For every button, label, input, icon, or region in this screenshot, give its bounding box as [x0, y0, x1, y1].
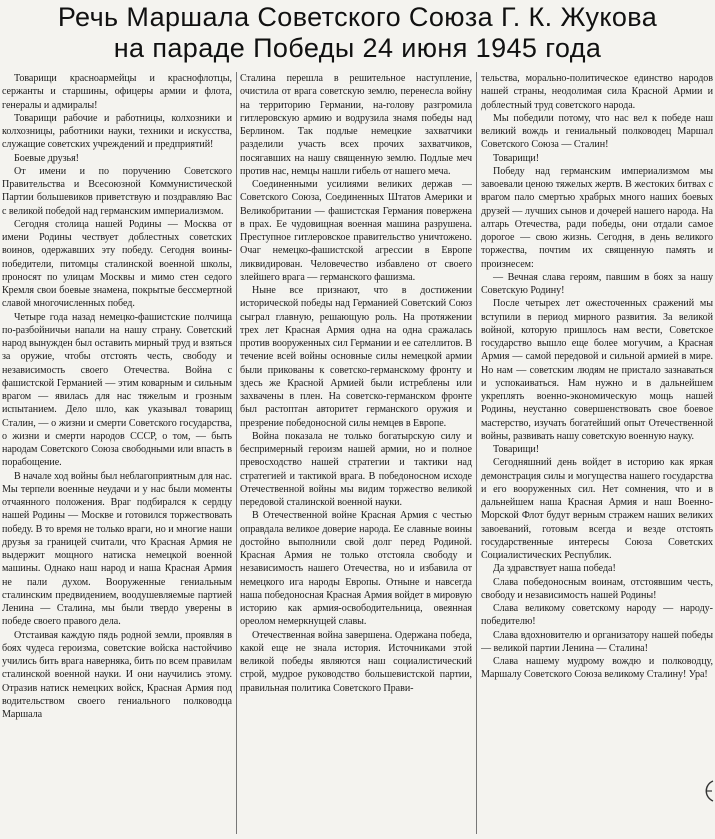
col1-paragraph-1: Товарищи рабочие и работницы, колхозники и колхозницы, работники науки, техники и искусства, служащие советских учреждений и предприятий!	[2, 112, 232, 151]
headline-line-2: на параде Победы 24 июня 1945 года	[113, 33, 602, 63]
col3-paragraph-6: Товарищи!	[493, 444, 540, 455]
col2-paragraph-0: Сталина перешла в решительное наступление, очистила от врага советскую землю, перенесла войну на территорию Германии, на-голову разгромила гитлеровскую армию и водрузила знамя победы над Берлином. Так подлые немецкие захватчики разделили участь всех прочих захватчиков, посягавших на нашу священную землю. Подлые меч против нас, немцы нашли гибель от нашего меча.	[240, 73, 472, 177]
col3-paragraph-4: — Вечная слава героям, павшим в боях за нашу Советскую Родину!	[481, 271, 713, 296]
col1-paragraph-3: От имени и по поручению Советского Правительства и Всесоюзной Коммунистической Партии большевиков приветствую и поздравляю Вас с великой победой над германским империализмом.	[2, 165, 232, 217]
col1-paragraph-6: В начале ход войны был неблагоприятным для нас. Мы терпели военные неудачи и у нас были моменты отчаянного положения. Враг подбирался к сердцу нашей Родины — Москве и готовился торжествовать победу. В то время не только враги, но и многие наши друзья за границей считали, что Красная Армия не выдержит мощного натиска немецкой военной машины. Однако наш народ и наша Красная Армия не пали духом. Вооруженные гениальным сталинским предвидением, воодушевляемые партией Ленина — Сталина, мы были твердо уверены в победе своего правого дела.	[2, 470, 232, 628]
col3-paragraph-7: Сегодняшний день войдет в историю как яркая демонстрация силы и могущества нашего государства и его вооруженных сил. Нет сомнения, что и в дальнейшем наша Красная Армия и наш Военно-Морской Флот будут верным стражем наших великих завоеваний, готовым всегда и везде отстоять государственные интересы Союза Советских Социалистических Республик.	[481, 457, 713, 561]
col3-paragraph-10: Слава великому советскому народу — народу-победителю!	[481, 603, 713, 628]
col1-paragraph-5: Четыре года назад немецко-фашистские полчища по-разбойничьи напали на нашу страну. Советский народ вынужден был оставить мирный труд и взяться за оружие, чтобы отстоять честь, свободу и независимость своего Отечества. Война с фашистской Германией — этим коварным и сильным врагом — явилась для нас тяжелым и грозным испытанием. Дело шло, как указывал товарищ Сталин, — о жизни и смерти Советского государства, о жизни и смерти народов СССР, о том, — быть народам Советского Союза свободными или впасть в порабощение.	[2, 311, 232, 469]
headline-line-1: Речь Маршала Советского Союза Г. К. Жукова	[57, 2, 658, 32]
col1-paragraph-4: Сегодня столица нашей Родины — Москва от имени Родины чествует доблестных советских воинов, одержавших эту победу. Сегодня воины-победители, питомцы сталинской военной школы, проносят по улицам Москвы и мимо стен седого Кремля свои боевые знамена, покрытые бессмертной славой многочисленных побед.	[2, 218, 232, 310]
col2-paragraph-3: Война показала не только богатырскую силу и беспримерный героизм нашей армии, но и полное превосходство нашей стратегии и тактики над стратегией и тактикой врага. В победоносном исходе Отечественной войны мы видим торжество великой передовой сталинской военной науки.	[240, 430, 472, 508]
col3-paragraph-11: Слава вдохновителю и организатору нашей победы — великой партии Ленина — Сталина!	[481, 629, 713, 654]
col2-paragraph-4: В Отечественной войне Красная Армия с честью оправдала великое доверие народа. Ее славные воины достойно выполнили свой долг перед Родиной. Красная Армия не только отстояла свободу и независимость нашего Отечества, но и избавила от немецкого ига народы Европы. Отныне и навсегда наша победоносная Красная Армия войдет в мировую историю как армия-освободительница, овеянная ореолом немеркнущей славы.	[240, 510, 472, 628]
col2-paragraph-1: Соединенными усилиями великих держав — Советского Союза, Соединенных Штатов Америки и Великобритании — фашистская Германия повержена в прах. Ее чудовищная военная машина разрушена. Преступное гитлеровское правительство уничтожено. Очаг немецко-фашистской агрессии в Европе ликвидирован. Человечество избавлено от своего злейшего врага — германского фашизма.	[240, 179, 472, 283]
col3-paragraph-0: тельства, морально-политическое единство народов нашей страны, неодолимая сила Красной Армии и доблестный труд советского народа.	[481, 73, 713, 111]
col3-paragraph-12: Слава нашему мудрому вождю и полководцу, Маршалу Советского Союза великому Сталину! Ура!	[481, 656, 713, 681]
col3-paragraph-1: Мы победили потому, что нас вел к победе наш великий вождь и гениальный полководец Маршал Советского Союза — Сталин!	[481, 112, 713, 151]
col3-paragraph-5: После четырех лет ожесточенных сражений мы вступили в период мирного развития. За великой войной, которую пришлось нам вести, Советское государство вышло еще более могучим, а Красная Армия — самой передовой и сильной армией в мире. Но нам — советским людям не пристало зазнаваться и успокаиваться. Нам нужно и в дальнейшем укреплять военно-экономическую мощь нашей Родины, неустанно совершенствовать свое боевое мастерство, изучать богатейший опыт Отечественной войны, развивать нашу советскую военную науку.	[481, 298, 713, 442]
col3-paragraph-9: Слава победоносным воинам, отстоявшим честь, свободу и независимость нашей Родины!	[481, 576, 713, 601]
col1-paragraph-0: Товарищи красноармейцы и краснофлотцы, сержанты и старшины, офицеры армии и флота, генералы и адмиралы!	[2, 73, 232, 111]
col3-paragraph-2: Товарищи!	[493, 152, 540, 164]
col3-paragraph-8: Да здравствует наша победа!	[493, 563, 616, 575]
column-rule-1	[236, 72, 237, 834]
col3-paragraph-3: Победу над германским империализмом мы завоевали ценою тяжелых жертв. В жестоких битвах с врагом пало смертью храбрых много наших боевых друзей — лучших сынов и дочерей нашего народа. На алтарь Отечества, ради победы, они отдали самое дорогое — свою жизнь. Сегодня, в день великого торжества, почтим их священную память и произнесем:	[481, 165, 713, 270]
column-2	[240, 72, 472, 836]
column-3	[481, 72, 713, 836]
col1-paragraph-7: Отстаивая каждую пядь родной земли, проявляя в боях чудеса героизма, советские войска настойчиво учились бить врага наверняка, бить по всем правилам сталинской военной науки. И они научились этому. Отразив натиск немецких войск, Красная Армия под водительством своего гениального полководца Маршала	[2, 629, 232, 720]
column-rule-2	[476, 72, 477, 834]
column-1	[2, 72, 232, 836]
col2-paragraph-2: Ныне все признают, что в достижении исторической победы над Германией Советский Союз сыграл главную, решающую роль. На протяжении трех лет Красная Армия одна на одна сражалась против вооруженных сил Германии и ее сателлитов. В течение всей войны основные силы немецкой армии были прикованы к советско-германскому фронту и здесь же Красной Армией были истреблены или захвачены в плен. На советско-германском фронте был растоптан авторитет германского оружия и презрение победоносной силы немцев в Европе.	[240, 285, 472, 429]
headline	[0, 2, 715, 64]
page-edge-mark-icon	[701, 779, 715, 803]
col2-paragraph-5: Отечественная война завершена. Одержана победа, какой еще не знала история. Источниками этой великой победы являются наш социалистический строй, мудрое руководство большевистской партии, правильная политика Советского Прави-	[240, 629, 472, 694]
col1-paragraph-2: Боевые друзья!	[14, 152, 79, 164]
